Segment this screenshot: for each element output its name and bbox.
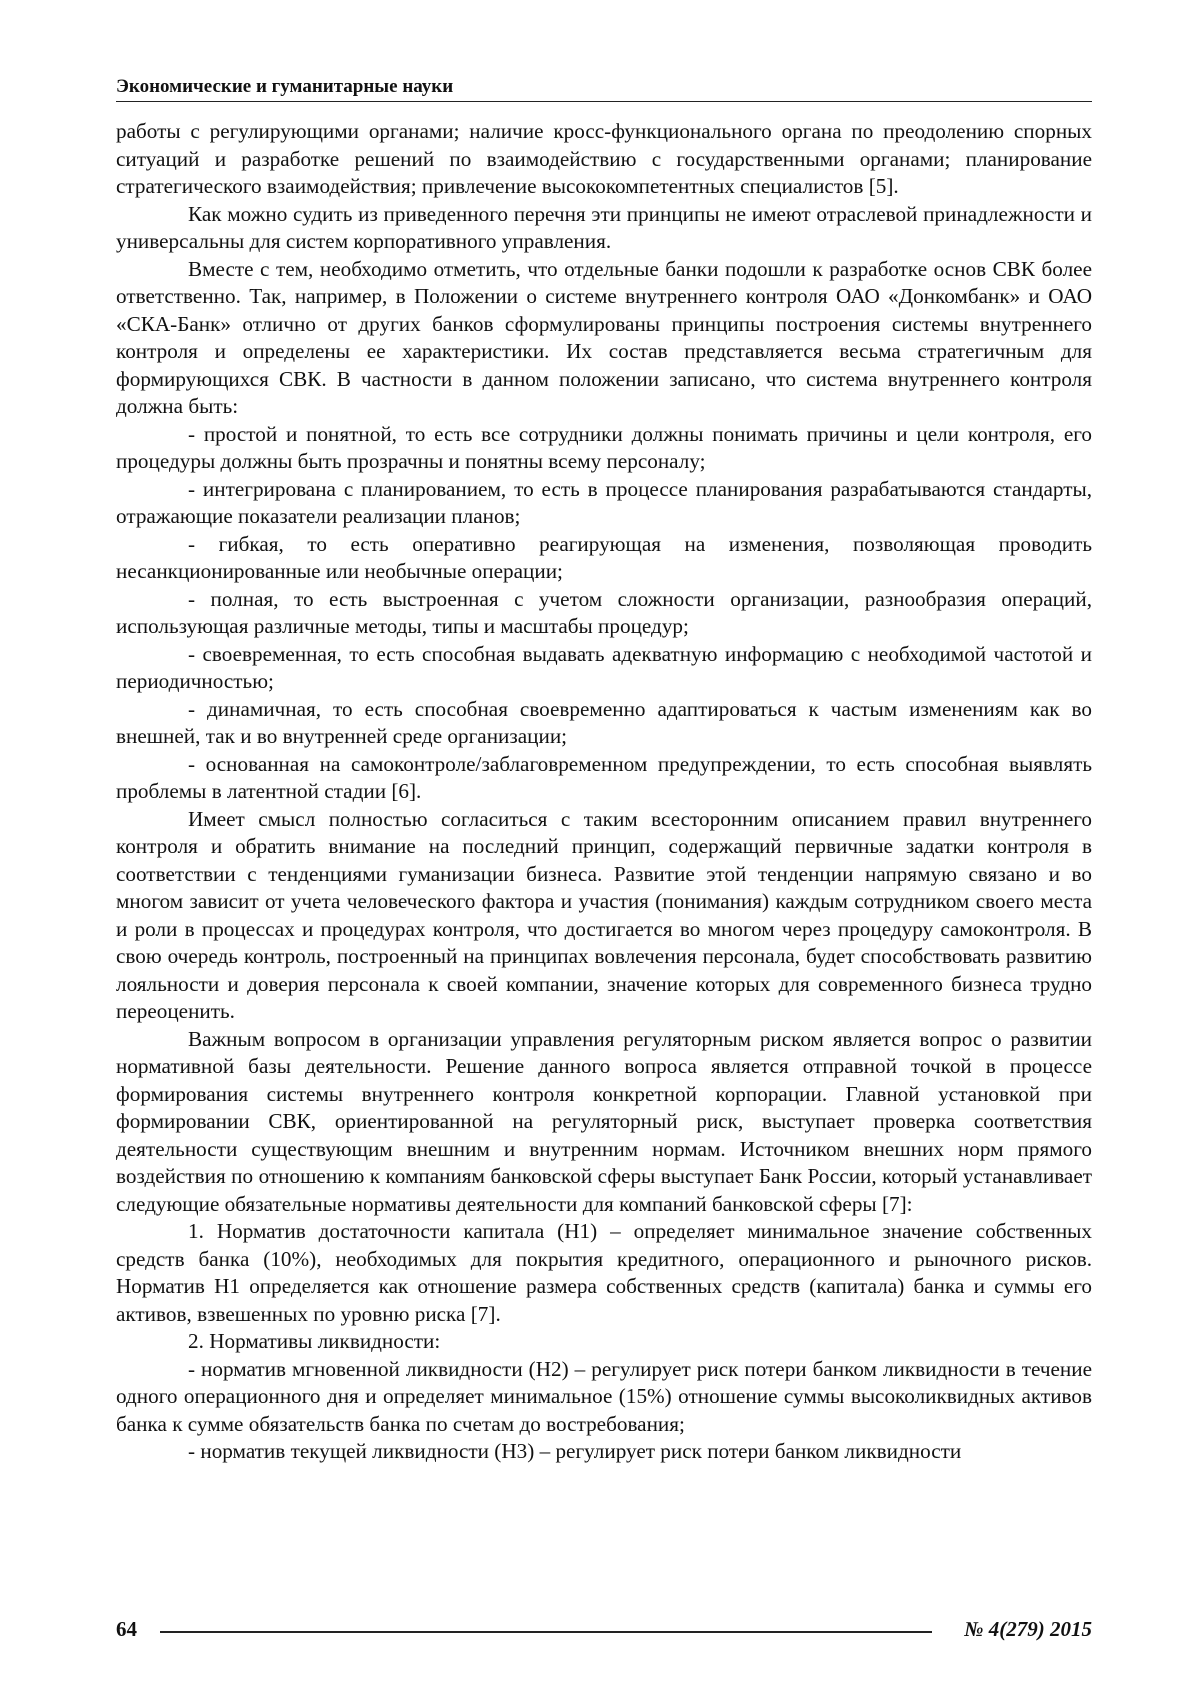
list-item: - норматив мгновенной ликвидности (Н2) – регулирует риск потери банком ликвидности в течение одного операционного дня и определяет минимальное (15%) отношение суммы высоколиквидных активов банка к сумме обязательств банка по счетам до востребования; xyxy=(116,1356,1092,1439)
paragraph: Как можно судить из приведенного перечня эти принципы не имеют отраслевой принадлежности и универсальны для систем корпоративного управления. xyxy=(116,201,1092,256)
list-item: - интегрирована с планированием, то есть в процессе планирования разрабатываются стандарты, отражающие показатели реализации планов; xyxy=(116,476,1092,531)
list-item: - гибкая, то есть оперативно реагирующая на изменения, позволяющая проводить несанкционированные или необычные операции; xyxy=(116,531,1092,586)
paragraph: Важным вопросом в организации управления регуляторным риском является вопрос о развитии нормативной базы деятельности. Решение данного вопроса является отправной точкой в процессе формирования системы внутреннего контроля конкретной корпорации. Главной установкой при формировании СВК, ориентированной на регуляторный риск, выступает проверка соответствия деятельности существующим внешним и внутренним нормам. Источником внешних норм прямого воздействия по отношению к компаниям банковской сферы выступает Банк России, который устанавливает следующие обязательные нормативы деятельности для компаний банковской сферы [7]: xyxy=(116,1026,1092,1219)
footer-rule xyxy=(160,1631,932,1633)
body-text xyxy=(116,118,1092,1466)
list-item: - своевременная, то есть способная выдавать адекватную информацию с необходимой частотой и периодичностью; xyxy=(116,641,1092,696)
list-item: - полная, то есть выстроенная с учетом сложности организации, разнообразия операций, использующая различные методы, типы и масштабы процедур; xyxy=(116,586,1092,641)
running-header: Экономические и гуманитарные науки xyxy=(116,76,1092,102)
paragraph: работы с регулирующими органами; наличие кросс-функционального органа по преодолению спорных ситуаций и разработке решений по взаимодействию с государственными органами; планирование стратегического взаимодействия; привлечение высококомпетентных специалистов [5]. xyxy=(116,118,1092,201)
paragraph: Имеет смысл полностью согласиться с таким всесторонним описанием правил внутреннего контроля и обратить внимание на последний принцип, содержащий первичные задатки контроля в соответствии с тенденциями гуманизации бизнеса. Развитие этой тенденции напрямую связано и во многом зависит от учета человеческого фактора и участия (понимания) каждым сотрудником своего места и роли в процессах и процедурах контроля, что достигается во многом через процедуру самоконтроля. В свою очередь контроль, построенный на принципах вовлечения персонала, будет способствовать развитию лояльности и доверия персонала к своей компании, значение которых для современного бизнеса трудно переоценить. xyxy=(116,806,1092,1026)
paragraph: Вместе с тем, необходимо отметить, что отдельные банки подошли к разработке основ СВК более ответственно. Так, например, в Положении о системе внутреннего контроля ОАО «Донкомбанк» и ОАО «СКА-Банк» отлично от других банков сформулированы принципы построения системы внутреннего контроля и определены ее характеристики. Их состав представляется весьма стратегичным для формирующихся СВК. В частности в данном положении записано, что система внутреннего контроля должна быть: xyxy=(116,256,1092,421)
page-number: 64 xyxy=(116,1617,137,1642)
list-item: - норматив текущей ликвидности (Н3) – регулирует риск потери банком ликвидности xyxy=(116,1438,1092,1466)
list-item: 2. Нормативы ликвидности: xyxy=(116,1328,1092,1356)
list-item: - динамичная, то есть способная своевременно адаптироваться к частым изменениям как во внешней, так и во внутренней среде организации; xyxy=(116,696,1092,751)
list-item: - простой и понятной, то есть все сотрудники должны понимать причины и цели контроля, его процедуры должны быть прозрачны и понятны всему персоналу; xyxy=(116,421,1092,476)
list-item: 1. Норматив достаточности капитала (Н1) – определяет минимальное значение собственных средств банка (10%), необходимых для покрытия кредитного, операционного и рыночного рисков. Норматив Н1 определяется как отношение размера собственных средств (капитала) банка и суммы его активов, взвешенных по уровню риска [7]. xyxy=(116,1218,1092,1328)
page-footer xyxy=(116,1617,1092,1643)
document-page xyxy=(0,0,1200,1697)
list-item: - основанная на самоконтроле/заблаговременном предупреждении, то есть способная выявлять проблемы в латентной стадии [6]. xyxy=(116,751,1092,806)
issue-number: № 4(279) 2015 xyxy=(964,1617,1092,1642)
